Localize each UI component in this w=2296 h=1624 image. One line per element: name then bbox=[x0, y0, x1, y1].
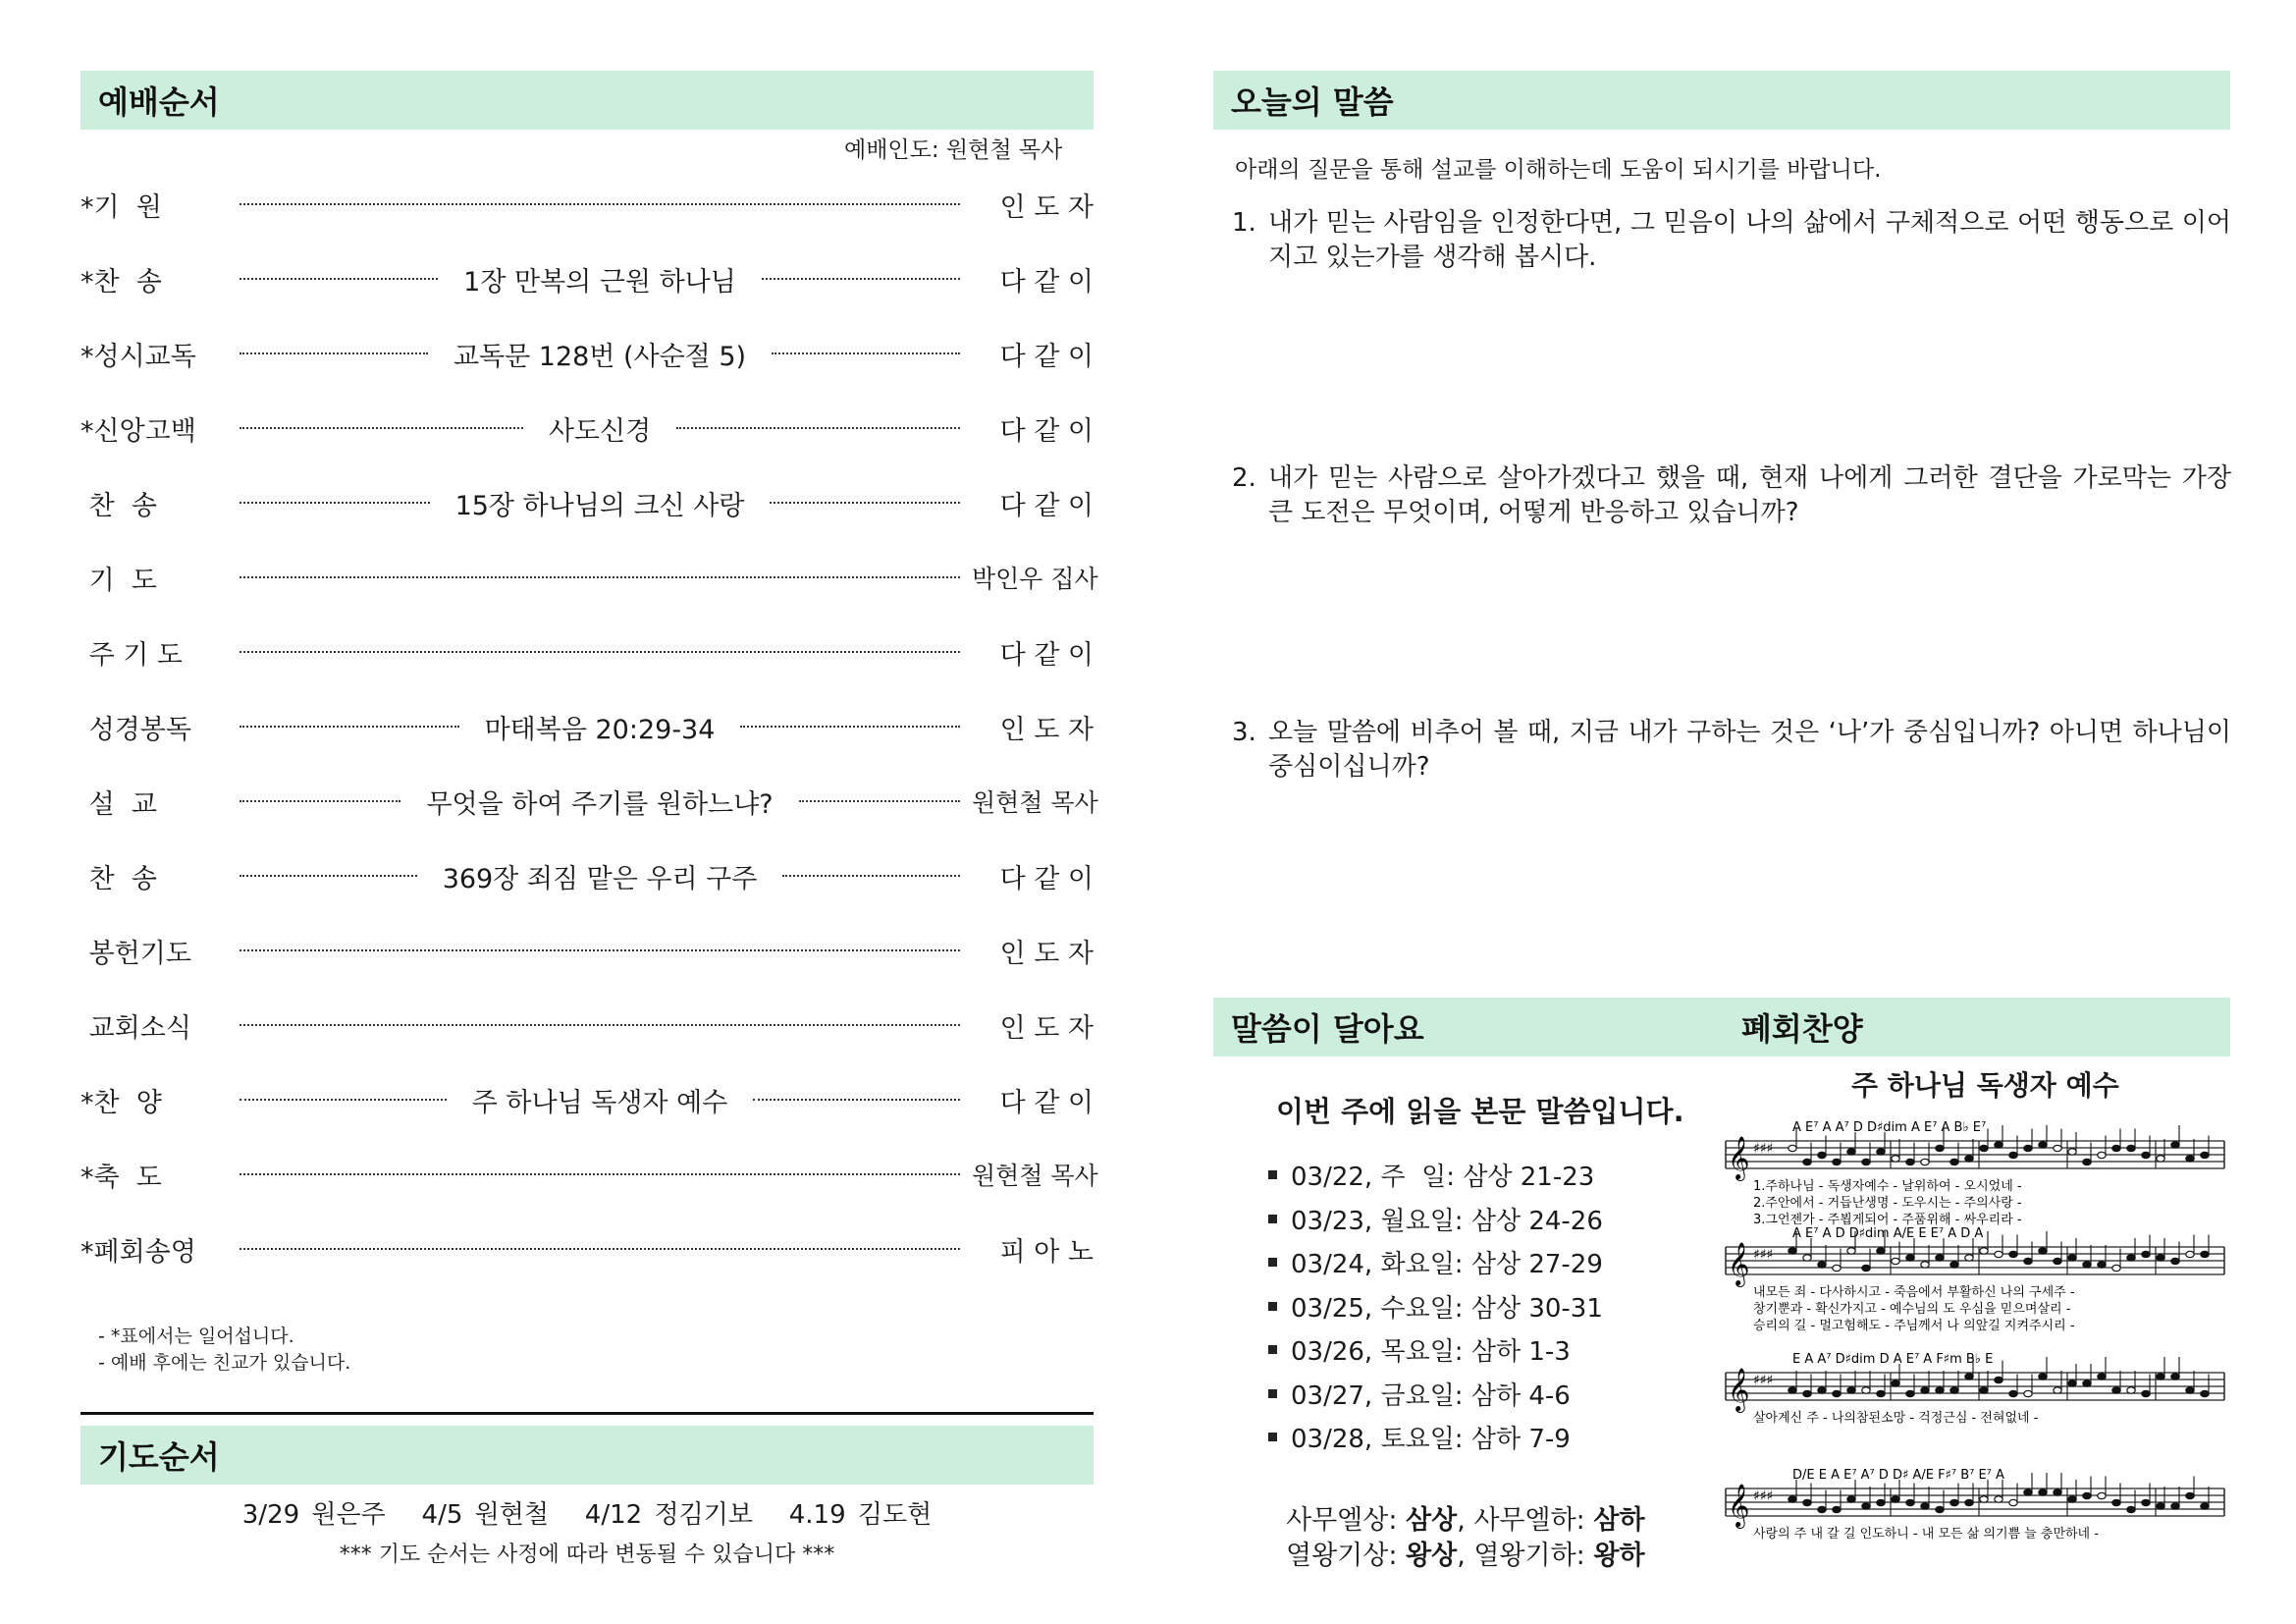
bible-heading: 이번 주에 읽을 본문 말씀입니다. bbox=[1276, 1095, 1684, 1128]
service-row-person: 다 같 이 bbox=[999, 639, 1094, 671]
abbr-bold: 삼상 bbox=[1406, 1505, 1458, 1536]
abbr-text: 사무엘상: bbox=[1286, 1505, 1407, 1536]
music-note bbox=[2157, 1503, 2164, 1509]
service-row-label: *폐회송영 bbox=[80, 1236, 196, 1268]
music-note bbox=[2112, 1265, 2120, 1271]
music-note bbox=[2186, 1251, 2194, 1257]
bible-reading-item bbox=[1268, 1376, 1571, 1412]
music-note bbox=[2083, 1262, 2091, 1268]
service-row-label: *찬 양 bbox=[80, 1087, 162, 1118]
music-note bbox=[2112, 1387, 2120, 1393]
service-row-person: 원현철 목사 bbox=[972, 788, 1098, 817]
service-row-label: *성시교독 bbox=[80, 341, 196, 372]
music-note bbox=[1877, 1390, 1885, 1396]
music-note bbox=[1921, 1159, 1929, 1164]
service-row bbox=[80, 856, 1094, 895]
question-number: 2. bbox=[1232, 463, 1256, 493]
service-row bbox=[80, 782, 1098, 821]
dot-leader bbox=[772, 352, 960, 354]
service-row-person: 인 도 자 bbox=[999, 938, 1094, 969]
music-note bbox=[1818, 1387, 1826, 1393]
music-note bbox=[1980, 1248, 1988, 1254]
bible-reading-text: 03/26, 목요일: 삼하 1-3 bbox=[1291, 1337, 1571, 1367]
music-note bbox=[2024, 1489, 2032, 1495]
music-note bbox=[2157, 1156, 2164, 1162]
service-row-person: 다 같 이 bbox=[999, 415, 1095, 447]
bullet-icon bbox=[1268, 1389, 1277, 1398]
service-row bbox=[80, 185, 1094, 224]
music-note bbox=[1877, 1499, 1885, 1505]
music-note bbox=[1847, 1149, 1855, 1155]
music-note bbox=[1906, 1255, 1914, 1261]
treble-clef-icon: 𝄞 bbox=[1728, 1368, 1750, 1411]
music-note bbox=[1833, 1506, 1841, 1512]
music-note bbox=[2186, 1156, 2194, 1162]
music-note bbox=[1892, 1156, 1899, 1162]
service-row-label: *신앙고백 bbox=[80, 415, 196, 447]
music-note bbox=[1950, 1387, 1958, 1393]
dot-leader bbox=[782, 875, 960, 877]
question-item bbox=[1232, 206, 2231, 275]
service-row bbox=[80, 408, 1094, 448]
music-note bbox=[1892, 1380, 1899, 1386]
lyric-line: 사랑의 주 내 갈 길 인도하니 - 내 모든 삶 의기쁨 늘 충만하네 - bbox=[1753, 1527, 2099, 1542]
dot-leader bbox=[240, 278, 438, 280]
hymn-section-title: 폐회찬양 bbox=[1741, 1010, 1863, 1048]
service-row-person: 다 같 이 bbox=[999, 266, 1095, 298]
word-title: 오늘의 말씀 bbox=[1231, 83, 1394, 121]
question-item bbox=[1232, 716, 2231, 785]
music-note bbox=[2009, 1251, 2017, 1257]
music-note bbox=[2009, 1390, 2017, 1396]
service-leader: 예배인도: 원현철 목사 bbox=[844, 137, 1063, 163]
music-note bbox=[1921, 1503, 1929, 1509]
prayer-title: 기도순서 bbox=[98, 1438, 220, 1476]
music-note bbox=[2112, 1145, 2120, 1151]
bullet-icon bbox=[1268, 1302, 1277, 1311]
hymn-score bbox=[1724, 1106, 2234, 1577]
music-note bbox=[2142, 1251, 2150, 1257]
service-row bbox=[80, 632, 1094, 672]
music-note bbox=[2024, 1258, 2032, 1264]
service-row-label: 찬 송 bbox=[80, 863, 157, 894]
service-row-label: *찬 송 bbox=[80, 266, 162, 298]
service-row-person: 박인우 집사 bbox=[972, 565, 1098, 593]
music-note bbox=[2142, 1152, 2150, 1158]
music-note bbox=[2201, 1251, 2209, 1257]
dot-leader bbox=[240, 875, 417, 877]
music-note bbox=[1936, 1506, 1944, 1512]
dot-leader bbox=[240, 1248, 960, 1250]
service-note: - *표에서는 일어섭니다. bbox=[98, 1326, 294, 1347]
music-note bbox=[1877, 1149, 1885, 1155]
service-row-detail: 사도신경 bbox=[548, 415, 652, 447]
music-note bbox=[2098, 1492, 2106, 1498]
music-note bbox=[1803, 1390, 1811, 1396]
question-number: 1. bbox=[1232, 208, 1256, 238]
service-row-detail: 교독문 128번 (사순절 5) bbox=[453, 341, 747, 372]
dot-leader bbox=[240, 352, 428, 354]
music-note bbox=[1862, 1159, 1870, 1164]
music-note bbox=[2142, 1499, 2150, 1505]
lyric-line: 승리의 길 - 멀고험해도 - 주님께서 나 의앞길 지켜주시리 - bbox=[1753, 1319, 2075, 1333]
question-item bbox=[1232, 461, 2231, 530]
bullet-icon bbox=[1268, 1433, 1277, 1441]
music-note bbox=[2068, 1496, 2076, 1502]
music-note bbox=[2186, 1387, 2194, 1393]
music-note bbox=[2098, 1152, 2106, 1158]
lyric-line: 1.주하나님 - 독생자예수 - 날위하여 - 오시었네 - bbox=[1753, 1179, 2022, 1194]
abbr-bold: 왕하 bbox=[1593, 1541, 1645, 1571]
bible-reading-item bbox=[1268, 1157, 1594, 1193]
music-note bbox=[1803, 1255, 1811, 1261]
music-note bbox=[1847, 1387, 1855, 1393]
bible-reading-text: 03/27, 금요일: 삼하 4-6 bbox=[1291, 1380, 1571, 1411]
music-note bbox=[2039, 1374, 2047, 1380]
music-note bbox=[2171, 1374, 2179, 1380]
dot-leader bbox=[240, 1024, 960, 1026]
abbreviation-line bbox=[1286, 1498, 1645, 1537]
music-note bbox=[1803, 1159, 1811, 1164]
dot-leader bbox=[240, 726, 459, 728]
service-title: 예배순서 bbox=[98, 83, 220, 121]
bible-reading-item bbox=[1268, 1288, 1603, 1325]
service-notes bbox=[98, 1324, 350, 1377]
dot-leader bbox=[676, 427, 960, 429]
word-intro: 아래의 질문을 통해 설교를 이해하는데 도움이 되시기를 바랍니다. bbox=[1235, 157, 1882, 183]
service-row-person: 인 도 자 bbox=[999, 714, 1095, 745]
music-note bbox=[2054, 1489, 2061, 1495]
dot-leader bbox=[762, 278, 960, 280]
music-note bbox=[1833, 1159, 1841, 1164]
music-note bbox=[2054, 1145, 2061, 1151]
dot-leader bbox=[240, 800, 400, 802]
service-row-person: 다 같 이 bbox=[999, 490, 1094, 521]
prayer-note: *** 기도 순서는 사정에 따라 변동될 수 있습니다 *** bbox=[339, 1543, 835, 1567]
music-note bbox=[2024, 1145, 2032, 1151]
dot-leader bbox=[753, 1099, 960, 1101]
music-note bbox=[2083, 1492, 2091, 1498]
dot-leader bbox=[240, 427, 523, 429]
music-note bbox=[2142, 1390, 2150, 1396]
word-header bbox=[1213, 71, 2230, 130]
lyric-line: 살아계신 주 - 나의참된소망 - 걱정근심 - 전혀없네 - bbox=[1753, 1411, 2039, 1426]
dot-leader bbox=[240, 203, 960, 205]
service-header bbox=[80, 71, 1094, 130]
service-row-person: 다 같 이 bbox=[999, 1087, 1094, 1118]
key-signature-icon: ♯♯♯ bbox=[1753, 1247, 1774, 1263]
bullet-icon bbox=[1268, 1258, 1277, 1267]
hymn-song-title: 주 하나님 독생자 예수 bbox=[1851, 1069, 2119, 1102]
music-note bbox=[2201, 1152, 2209, 1158]
music-note bbox=[2171, 1142, 2179, 1148]
service-row-detail: 무엇을 하여 주기를 원하느냐? bbox=[426, 788, 774, 820]
bullet-icon bbox=[1268, 1345, 1277, 1354]
music-note bbox=[1862, 1265, 1870, 1271]
service-row-person: 원현철 목사 bbox=[972, 1162, 1098, 1190]
music-note bbox=[1980, 1145, 1988, 1151]
music-note bbox=[1862, 1387, 1870, 1393]
music-note bbox=[2009, 1152, 2017, 1158]
service-row-label: 성경봉독 bbox=[80, 714, 191, 745]
abbreviation-line bbox=[1286, 1534, 1645, 1572]
service-row bbox=[80, 1005, 1094, 1045]
music-note bbox=[1995, 1496, 2002, 1502]
bullet-icon bbox=[1268, 1170, 1277, 1179]
service-row-label: 설 교 bbox=[80, 788, 157, 820]
service-row-detail: 주 하나님 독생자 예수 bbox=[471, 1087, 728, 1118]
music-note bbox=[2083, 1159, 2091, 1164]
service-row-detail: 1장 만복의 근원 하나님 bbox=[463, 266, 736, 298]
music-note bbox=[2127, 1506, 2135, 1512]
music-note bbox=[2009, 1499, 2017, 1505]
bullet-icon bbox=[1268, 1215, 1277, 1223]
music-note bbox=[2068, 1149, 2076, 1155]
chord-symbols: A E⁷ A D D♯dim A/E E E⁷ A D A bbox=[1792, 1226, 1984, 1241]
music-system bbox=[1726, 1226, 2224, 1333]
service-row bbox=[80, 1155, 1098, 1194]
service-row-label: 봉헌기도 bbox=[80, 938, 191, 969]
music-note bbox=[1789, 1496, 1796, 1502]
music-note bbox=[1833, 1390, 1841, 1396]
prayer-schedule: 3/29 원은주 4/5 원현철 4/12 정김기보 4.19 김도현 bbox=[241, 1500, 933, 1530]
service-row bbox=[80, 483, 1094, 522]
dot-leader bbox=[740, 726, 960, 728]
music-note bbox=[1818, 1262, 1826, 1268]
music-note bbox=[2054, 1258, 2061, 1264]
bible-reading-item bbox=[1268, 1244, 1603, 1280]
service-row-label: *축 도 bbox=[80, 1162, 162, 1193]
treble-clef-icon: 𝄞 bbox=[1728, 1484, 1750, 1527]
abbr-bold: 왕상 bbox=[1406, 1541, 1458, 1571]
bible-title: 말씀이 달아요 bbox=[1231, 1010, 1424, 1048]
music-note bbox=[2098, 1262, 2106, 1268]
service-row-person: 인 도 자 bbox=[999, 191, 1094, 223]
section-divider bbox=[80, 1412, 1094, 1415]
music-note bbox=[1950, 1159, 1958, 1164]
music-note bbox=[1892, 1258, 1899, 1264]
service-row bbox=[80, 1080, 1094, 1119]
music-note bbox=[1995, 1142, 2002, 1148]
music-note bbox=[2083, 1380, 2091, 1386]
music-note bbox=[1892, 1496, 1899, 1502]
music-note bbox=[2068, 1255, 2076, 1261]
service-row-person: 피 아 노 bbox=[999, 1236, 1094, 1268]
music-note bbox=[1921, 1262, 1929, 1268]
service-row-detail: 369장 죄짐 맡은 우리 구주 bbox=[442, 863, 758, 894]
music-note bbox=[1980, 1387, 1988, 1393]
music-note bbox=[1906, 1390, 1914, 1396]
music-note bbox=[1789, 1145, 1796, 1151]
music-note bbox=[2039, 1142, 2047, 1148]
music-note bbox=[1906, 1159, 1914, 1164]
music-note bbox=[1789, 1248, 1796, 1254]
abbr-text: 열왕기상: bbox=[1286, 1541, 1407, 1571]
music-note bbox=[1847, 1496, 1855, 1502]
question-text: 내가 믿는 사람으로 살아가겠다고 했을 때, 현재 나에게 그러한 결단을 가로막는 가장 큰 도전은 무엇이며, 어떻게 반응하고 있습니까? bbox=[1268, 463, 2231, 527]
music-system bbox=[1726, 1352, 2224, 1426]
bible-reading-text: 03/24, 화요일: 삼상 27-29 bbox=[1291, 1250, 1603, 1279]
music-note bbox=[2039, 1489, 2047, 1495]
music-note bbox=[2068, 1380, 2076, 1386]
music-note bbox=[2039, 1248, 2047, 1254]
music-note bbox=[1833, 1265, 1841, 1271]
dot-leader bbox=[240, 502, 430, 504]
lyric-line: 3.그언젠가 - 주뵙게되어 - 주품위해 - 싸우리라 - bbox=[1753, 1213, 2022, 1227]
dot-leader bbox=[240, 576, 960, 578]
music-note bbox=[2127, 1145, 2135, 1151]
dot-leader bbox=[799, 800, 960, 802]
service-row-person: 다 같 이 bbox=[999, 341, 1095, 372]
dot-leader bbox=[240, 1099, 447, 1101]
bible-reading-text: 03/23, 월요일: 삼상 24-26 bbox=[1291, 1206, 1603, 1236]
question-number: 3. bbox=[1232, 718, 1256, 747]
music-note bbox=[1995, 1251, 2002, 1257]
music-note bbox=[2127, 1255, 2135, 1261]
bible-reading-item bbox=[1268, 1201, 1603, 1237]
lyric-line: 내모든 죄 - 다사하시고 - 죽음에서 부활하신 나의 구세주 - bbox=[1753, 1285, 2075, 1300]
music-note bbox=[1965, 1156, 1973, 1162]
treble-clef-icon: 𝄞 bbox=[1728, 1242, 1750, 1285]
prayer-header bbox=[80, 1426, 1094, 1485]
music-note bbox=[1965, 1255, 1973, 1261]
service-row bbox=[80, 558, 1098, 597]
key-signature-icon: ♯♯♯ bbox=[1753, 1141, 1774, 1157]
music-note bbox=[1906, 1499, 1914, 1505]
music-note bbox=[2024, 1390, 2032, 1396]
dot-leader bbox=[240, 1173, 960, 1175]
music-note bbox=[1818, 1152, 1826, 1158]
music-note bbox=[1965, 1499, 1973, 1505]
music-note bbox=[2157, 1255, 2164, 1261]
bible-hymn-header bbox=[1213, 998, 2230, 1056]
music-system bbox=[1726, 1120, 2224, 1227]
music-note bbox=[2201, 1503, 2209, 1509]
lyric-line: 2.주안에서 - 거듭난생명 - 도우시는 - 주의사랑 - bbox=[1753, 1196, 2022, 1211]
music-note bbox=[2054, 1387, 2061, 1393]
music-note bbox=[1877, 1248, 1885, 1254]
service-row-label: *기 원 bbox=[80, 191, 162, 223]
question-text: 오늘 말씀에 비추어 볼 때, 지금 내가 구하는 것은 ‘나’가 중심입니까? 아니면 하나님이 중심이십니까? bbox=[1268, 718, 2231, 782]
music-note bbox=[2201, 1390, 2209, 1396]
service-row-person: 인 도 자 bbox=[999, 1012, 1094, 1044]
music-note bbox=[1995, 1377, 2002, 1382]
music-note bbox=[1936, 1145, 1944, 1151]
music-note bbox=[1965, 1374, 1973, 1380]
abbr-bold: 삼하 bbox=[1593, 1505, 1645, 1536]
service-row-label: 찬 송 bbox=[80, 490, 157, 521]
music-note bbox=[1921, 1387, 1929, 1393]
abbr-text: , 사무엘하: bbox=[1457, 1505, 1594, 1536]
bible-reading-item bbox=[1268, 1331, 1571, 1368]
music-note bbox=[1862, 1503, 1870, 1509]
service-row-label: 교회소식 bbox=[80, 1012, 191, 1044]
music-note bbox=[1950, 1499, 1958, 1505]
service-row-detail: 15장 하나님의 크신 사랑 bbox=[454, 490, 745, 521]
service-row-label: 기 도 bbox=[80, 565, 157, 596]
music-note bbox=[1980, 1496, 1988, 1502]
service-row-detail: 마태복음 20:29-34 bbox=[484, 714, 716, 745]
music-note bbox=[2157, 1374, 2164, 1380]
music-note bbox=[1936, 1387, 1944, 1393]
service-row bbox=[80, 1229, 1094, 1269]
key-signature-icon: ♯♯♯ bbox=[1753, 1373, 1774, 1388]
dot-leader bbox=[770, 502, 960, 504]
music-note bbox=[1803, 1499, 1811, 1505]
key-signature-icon: ♯♯♯ bbox=[1753, 1489, 1774, 1504]
music-note bbox=[2171, 1258, 2179, 1264]
bible-reading-text: 03/22, 주 일: 삼상 21-23 bbox=[1291, 1163, 1595, 1192]
music-note bbox=[1847, 1248, 1855, 1254]
bible-reading-text: 03/25, 수요일: 삼상 30-31 bbox=[1291, 1293, 1603, 1324]
service-note: - 예배 후에는 친교가 있습니다. bbox=[98, 1352, 351, 1374]
lyric-line: 창기뿐과 - 확신가지고 - 예수님의 도 우심을 믿으며살리 - bbox=[1753, 1302, 2071, 1317]
music-note bbox=[2171, 1503, 2179, 1509]
music-note bbox=[1818, 1506, 1826, 1512]
music-note bbox=[1936, 1255, 1944, 1261]
chord-symbols: D/E E A E⁷ A⁷ D D♯ A/E F♯⁷ B⁷ E⁷ A bbox=[1792, 1468, 2004, 1483]
bible-reading-item bbox=[1268, 1419, 1571, 1455]
music-note bbox=[2127, 1387, 2135, 1393]
bible-reading-text: 03/28, 토요일: 삼하 7-9 bbox=[1291, 1425, 1571, 1454]
service-row bbox=[80, 707, 1094, 746]
music-note bbox=[1950, 1262, 1958, 1268]
chord-symbols: A E⁷ A A⁷ D D♯dim A E⁷ A B♭ E⁷ bbox=[1792, 1120, 1987, 1135]
abbr-text: , 열왕기하: bbox=[1457, 1541, 1594, 1571]
dot-leader bbox=[240, 949, 960, 951]
service-row bbox=[80, 931, 1094, 970]
chord-symbols: E A A⁷ D♯dim D A E⁷ A F♯m B♭ E bbox=[1792, 1352, 1994, 1367]
question-text: 내가 믿는 사람임을 인정한다면, 그 믿음이 나의 삶에서 구체적으로 어떤 행동으로 이어지고 있는가를 생각해 봅시다. bbox=[1268, 208, 2231, 272]
service-row-person: 다 같 이 bbox=[999, 863, 1095, 894]
music-system bbox=[1726, 1468, 2224, 1542]
service-row bbox=[80, 334, 1094, 373]
music-note bbox=[1789, 1387, 1796, 1393]
music-note bbox=[2186, 1492, 2194, 1498]
music-note bbox=[2112, 1499, 2120, 1505]
music-note bbox=[2098, 1374, 2106, 1380]
service-row bbox=[80, 259, 1094, 298]
dot-leader bbox=[240, 651, 960, 653]
treble-clef-icon: 𝄞 bbox=[1728, 1136, 1750, 1179]
service-row-label: 주 기 도 bbox=[80, 639, 183, 671]
